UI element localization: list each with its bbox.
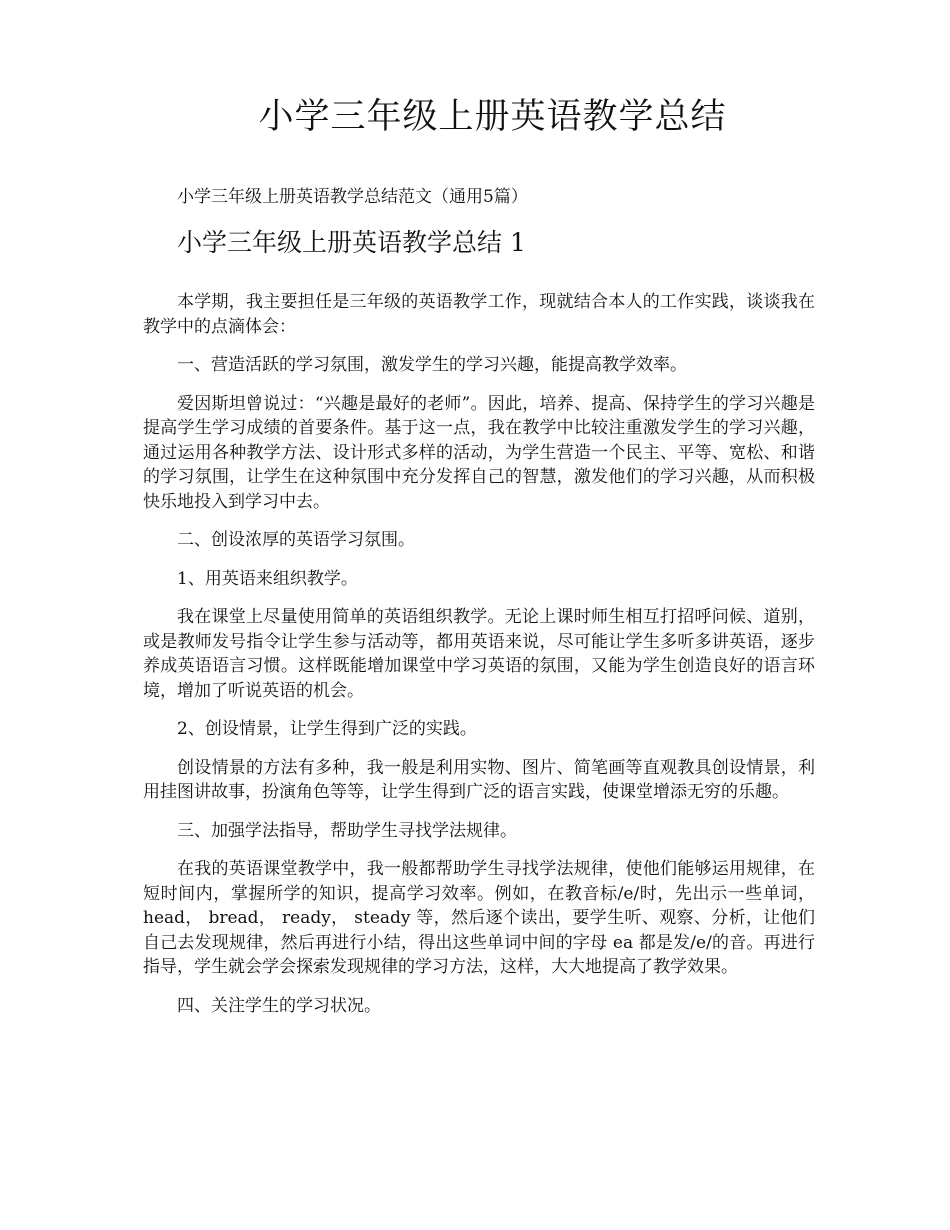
paragraph-point-4: 四、关注学生的学习状况。	[177, 995, 381, 1016]
paragraph: 在我的英语课堂教学中，我一般都帮助学生寻找学法规律，使他们能够运用规律，在短时间内，掌握所学的知识，提高学习效率。例如，在教音标/e/时，先出示一些单词，head， bread， ready， steady 等，然后逐个读出，要学生听、观察、分析，让他们自己去发现规律，然后再进行小结，得出这些单词中间的字母 ea 都是发/e/的音。再进行指导，学生就会学会探索发现规律的学习方法，这样，大大地提高了教学效果。	[143, 859, 815, 977]
paragraph-point-1: 一、营造活跃的学习氛围，激发学生的学习兴趣，能提高教学效率。	[177, 355, 687, 375]
paragraph-point-2: 二、创设浓厚的英语学习氛围。	[177, 530, 415, 550]
document-subtitle: 小学三年级上册英语教学总结范文（通用5篇）	[177, 187, 528, 207]
paragraph-subpoint-1: 1、用英语来组织教学。	[177, 568, 358, 589]
section-heading: 小学三年级上册英语教学总结 1	[177, 228, 526, 257]
paragraph-point-3: 三、加强学法指导，帮助学生寻找学法规律。	[177, 820, 517, 841]
paragraph: 爱因斯坦曾说过：“兴趣是最好的老师”。因此，培养、提高、保持学生的学习兴趣是提高学生学习成绩的首要条件。基于这一点，我在教学中比较注重激发学生的学习兴趣，通过运用各种教学方法、设计形式多样的活动，为学生营造一个民主、平等、宽松、和谐的学习氛围，让学生在这种氛围中充分发挥自己的智慧，激发他们的学习兴趣，从而积极快乐地投入到学习中去。	[143, 393, 815, 512]
paragraph: 我在课堂上尽量使用简单的英语组织教学。无论上课时师生相互打招呼问候、道别，或是教师发号指令让学生参与活动等，都用英语来说，尽可能让学生多听多讲英语，逐步养成英语语言习惯。这样既能增加课堂中学习英语的氛围，又能为学生创造良好的语言环境，增加了听说英语的机会。	[143, 607, 815, 701]
document-title: 小学三年级上册英语教学总结	[258, 97, 727, 137]
paragraph: 创设情景的方法有多种，我一般是利用实物、图片、简笔画等直观教具创设情景，利用挂图讲故事，扮演角色等等，让学生得到广泛的语言实践，使课堂增添无穷的乐趣。	[143, 757, 815, 802]
document-body	[143, 290, 815, 1032]
paragraph-intro: 本学期，我主要担任是三年级的英语教学工作，现就结合本人的工作实践，谈谈我在教学中的点滴体会：	[143, 292, 815, 337]
paragraph-subpoint-2: 2、创设情景，让学生得到广泛的实践。	[177, 719, 477, 739]
